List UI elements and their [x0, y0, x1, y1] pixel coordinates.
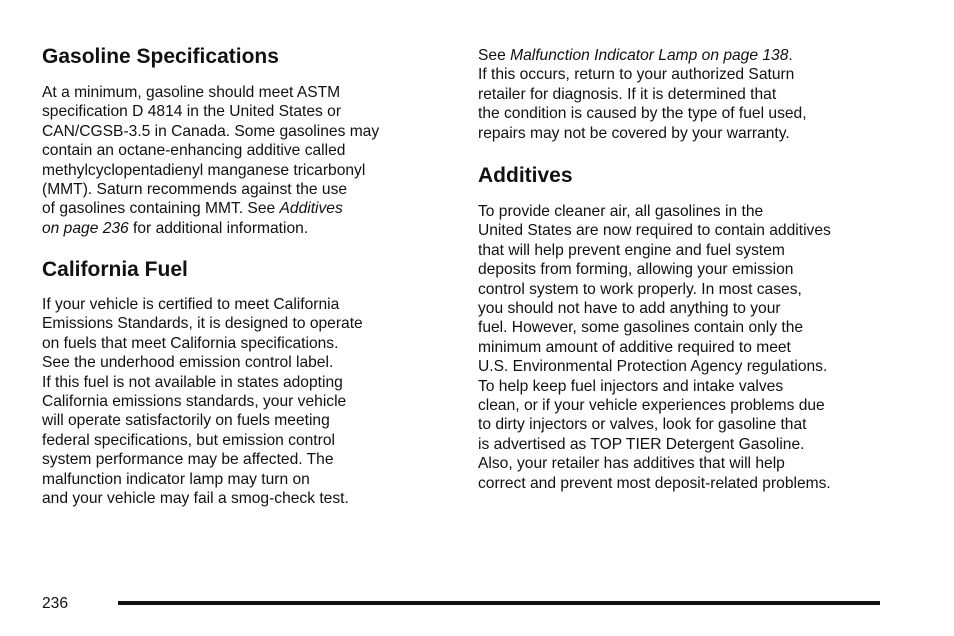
text-fragment: of gasolines containing MMT. See	[42, 200, 280, 218]
text-line: you should not have to add anything to your	[478, 300, 781, 318]
malfunction-lamp-cross-reference[interactable]: Malfunction Indicator Lamp on page 138	[510, 47, 789, 64]
text-line: To help keep fuel injectors and intake valves	[478, 377, 784, 395]
text-line	[42, 199, 379, 218]
california-fuel-paragraph	[42, 295, 363, 508]
text-line: system performance may be affected. The	[42, 451, 334, 469]
text-line: fuel. However, some gasolines contain only the	[478, 319, 804, 337]
text-line: to dirty injectors or valves, look for gasoline that	[478, 416, 807, 434]
text-line: specification D 4814 in the United States or	[42, 103, 342, 121]
text-line: If your vehicle is certified to meet California	[42, 296, 340, 313]
text-line	[478, 46, 807, 65]
text-line: and your vehicle may fail a smog-check test.	[42, 490, 349, 508]
text-line: retailer for diagnosis. If it is determined that	[478, 85, 777, 103]
text-line: contain an octane-enhancing additive called	[42, 142, 346, 160]
text-line: If this fuel is not available in states adopting	[42, 373, 343, 391]
text-line: repairs may not be covered by your warranty.	[478, 124, 790, 142]
additives-cross-reference[interactable]: Additives	[279, 200, 343, 218]
text-line: will operate satisfactorily on fuels meeting	[42, 412, 330, 430]
text-line: If this occurs, return to your authorized Saturn	[478, 66, 795, 84]
footer-rule	[118, 601, 880, 605]
text-line: malfunction indicator lamp may turn on	[42, 470, 310, 488]
text-line: CAN/CGSB-3.5 in Canada. Some gasolines may	[42, 122, 380, 140]
gasoline-specifications-heading: Gasoline Specifications	[42, 45, 279, 68]
text-line: minimum amount of additive required to meet	[478, 338, 791, 356]
text-line: correct and prevent most deposit-related problems.	[478, 474, 831, 492]
text-line: U.S. Environmental Protection Agency regulations.	[478, 358, 828, 376]
additives-heading: Additives	[478, 164, 573, 187]
california-fuel-heading: California Fuel	[42, 258, 188, 281]
text-line: the condition is caused by the type of fuel used,	[478, 105, 807, 123]
page-number: 236	[42, 595, 69, 612]
text-line: To provide cleaner air, all gasolines in the	[478, 203, 764, 220]
text-line: United States are now required to contain additives	[478, 222, 831, 240]
text-line: methylcyclopentadienyl manganese tricarbonyl	[42, 161, 366, 179]
text-line: See the underhood emission control label.	[42, 354, 334, 372]
text-line: is advertised as TOP TIER Detergent Gasoline.	[478, 435, 805, 453]
malfunction-continuation-paragraph	[478, 46, 807, 143]
text-line: California emissions standards, your vehicle	[42, 393, 347, 411]
text-line: clean, or if your vehicle experiences problems due	[478, 397, 825, 415]
text-fragment: See	[478, 47, 511, 64]
text-line: (MMT). Saturn recommends against the use	[42, 181, 348, 199]
text-line: deposits from forming, allowing your emission	[478, 261, 794, 279]
text-fragment: for additional information.	[128, 219, 309, 237]
gasoline-specifications-paragraph	[42, 83, 379, 238]
text-line: control system to work properly. In most cases,	[478, 280, 802, 298]
text-line: Also, your retailer has additives that will help	[478, 455, 785, 473]
additives-page-reference[interactable]: on page 236	[42, 219, 129, 237]
text-line: Emissions Standards, it is designed to operate	[42, 315, 363, 333]
text-line	[42, 219, 379, 238]
text-line: At a minimum, gasoline should meet ASTM	[42, 84, 341, 101]
text-line: that will help prevent engine and fuel system	[478, 241, 785, 259]
text-line: on fuels that meet California specifications.	[42, 334, 339, 352]
text-fragment: .	[788, 47, 793, 64]
text-line: federal specifications, but emission control	[42, 431, 335, 449]
additives-paragraph	[478, 202, 831, 493]
